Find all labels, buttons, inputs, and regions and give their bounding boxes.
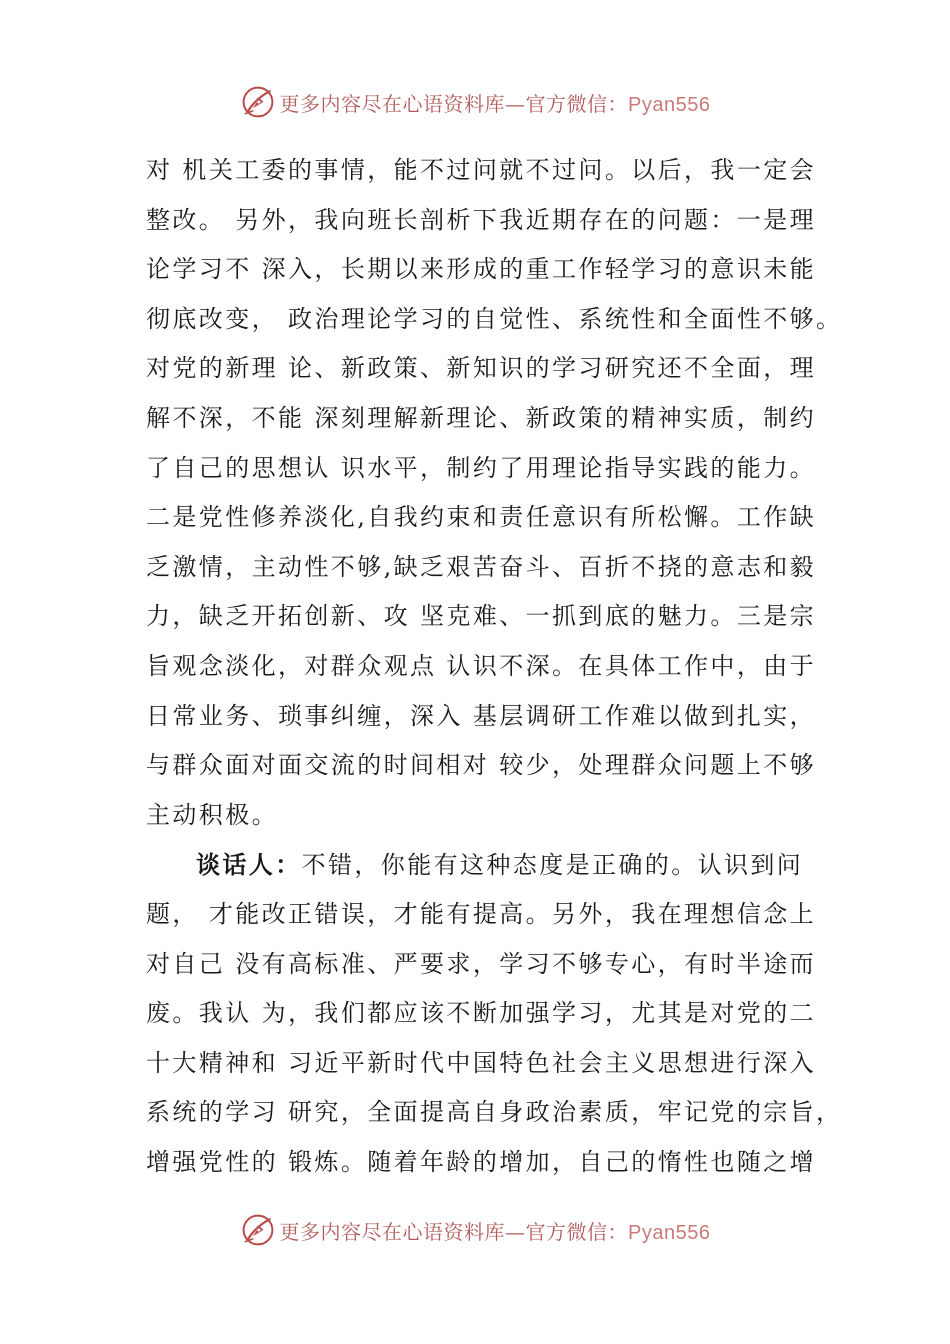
header-banner-text: 更多内容尽在心语资料库—官方微信：Pyan556	[279, 91, 711, 116]
header-banner	[0, 82, 950, 122]
body-line: 增强党性的 锻炼。随着年龄的增加，自己的惰性也随之增	[146, 1147, 817, 1176]
body-line: 对自己 没有高标准、严要求，学习不够专心，有时半途而	[146, 949, 817, 978]
body-line: 主动积极。	[146, 800, 278, 829]
body-line: 彻底改变， 政治理论学习的自觉性、系统性和全面性不够。	[146, 304, 843, 333]
body-line: 对 机关工委的事情，能不过问就不过问。以后，我一定会	[146, 156, 817, 184]
speaker-label: 谈话人：	[196, 850, 302, 880]
footer-banner	[0, 1210, 950, 1250]
speaker-text: 不错，你能有这种态度是正确的。认识到问	[301, 851, 804, 880]
body-line: 旨观念淡化，对群众观点 认识不深。在具体工作中，由于	[146, 651, 817, 680]
pen-nib-logo-icon	[240, 84, 276, 120]
body-line: 二是党性修养淡化,自我约束和责任意识有所松懈。工作缺	[146, 503, 817, 532]
body-line: 论学习不 深入，长期以来形成的重工作轻学习的意识未能	[146, 255, 817, 284]
body-line: 与群众面对面交流的时间相对 较少，处理群众问题上不够	[146, 751, 817, 780]
body-line: 废。我认 为，我们都应该不断加强学习，尤其是对党的二	[146, 999, 817, 1028]
document-body	[146, 146, 843, 1187]
footer-wechat-id: Pyan556	[628, 1221, 711, 1244]
header-wechat-id: Pyan556	[628, 93, 711, 116]
body-line: 了自己的思想认 识水平，制约了用理论指导实践的能力。	[146, 453, 817, 482]
body-line: 力，缺乏开拓创新、攻 坚克难、一抓到底的魅力。三是宗	[146, 602, 817, 631]
body-line: 十大精神和 习近平新时代中国特色社会主义思想进行深入	[146, 1048, 817, 1077]
body-line: 对党的新理 论、新政策、新知识的学习研究还不全面，理	[146, 354, 817, 383]
pen-nib-logo-icon	[240, 1212, 276, 1248]
speaker-paragraph-first-line	[146, 840, 816, 890]
body-line: 整改。 另外，我向班长剖析下我近期存在的问题：一是理	[146, 205, 817, 234]
body-line: 乏激情，主动性不够,缺乏艰苦奋斗、百折不挠的意志和毅	[146, 552, 817, 581]
body-line: 解不深，不能 深刻理解新理论、新政策的精神实质，制约	[146, 403, 817, 432]
footer-banner-text: 更多内容尽在心语资料库—官方微信：Pyan556	[279, 1219, 711, 1244]
body-line: 日常业务、琐事纠缠，深入 基层调研工作难以做到扎实，	[146, 701, 817, 730]
body-line: 题， 才能改正错误，才能有提高。另外，我在理想信念上	[146, 899, 817, 928]
body-line: 系统的学习 研究，全面提高自身政治素质，牢记党的宗旨，	[146, 1098, 843, 1127]
